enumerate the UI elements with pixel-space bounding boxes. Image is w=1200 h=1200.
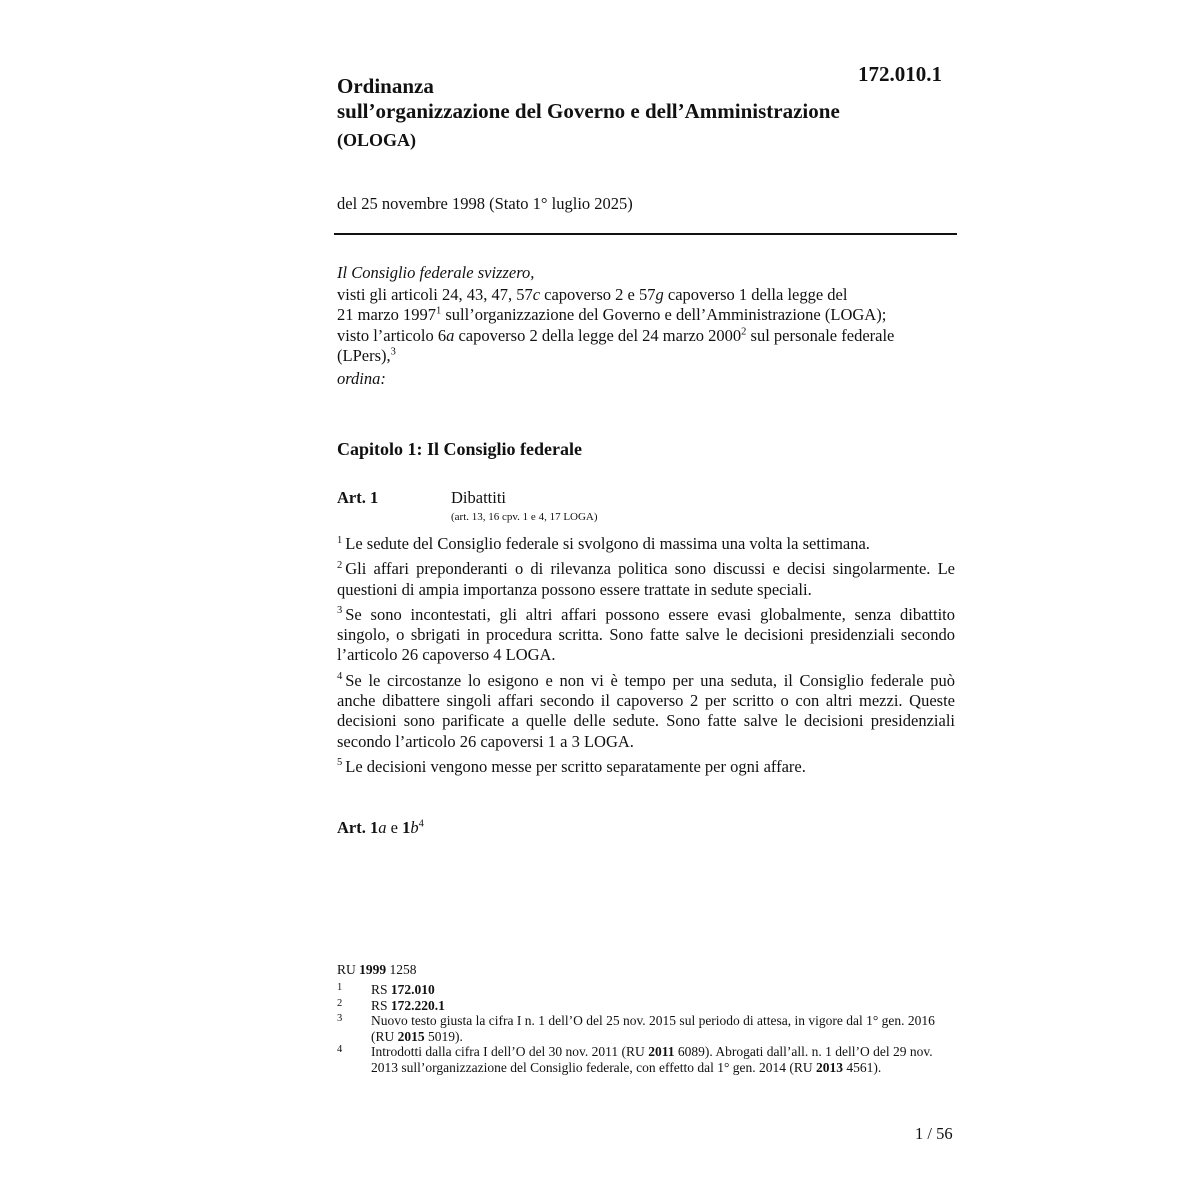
article-1-paragraphs xyxy=(337,534,955,782)
preamble-authority: Il Consiglio federale svizzero, xyxy=(337,263,535,282)
paragraph: $^3$ Se sono incontestati, gli altri affari possono essere evasi globalmente, senza dibattito singolo, o sbrigati in procedura scritta. Sono fatte salve le decisioni presidenziali secondo l’articolo 26 capoverso 4 LOGA. xyxy=(337,604,955,665)
article-1-title: Dibattiti xyxy=(451,488,506,507)
preamble-ordina: ordina: xyxy=(337,368,386,388)
official-compilation-reference: RU 1999 1258 xyxy=(337,962,417,977)
footnote-item: 3 Nuovo testo giusta la cifra I n. 1 dell’O del 25 nov. 2015 sul periodo di attesa, in vigore dal 1° gen. 2016 (RU 2015 5019). xyxy=(337,1013,935,1044)
preamble xyxy=(337,263,957,389)
footnote-ref[interactable]: 4 xyxy=(418,818,424,830)
paragraph: $^4$ Se le circostanze lo esigono e non vi è tempo per una seduta, il Consiglio federale può anche dibattere singoli affari secondo il capoverso 2 per scritto o con altri mezzi. Queste decisioni sono parificate a quelle delle sedute. Sono fatte salve le decisioni presidenziali secondo l’articolo 26 capoversi 1 a 3 LOGA. xyxy=(337,670,955,751)
title-line-2: sull’organizzazione del Governo e dell’Amministrazione xyxy=(337,99,840,123)
sr-number: 172.010.1 xyxy=(858,62,942,86)
page-number: 1 / 56 xyxy=(915,1124,953,1143)
preamble-visto-1: visti gli articoli 24, 43, 47, 57c capoverso 2 e 57g capoverso 1 della legge del 21 marzo 1997$^1$ sull’organizzazione del Governo e dell’Amministrazione (LOGA); xyxy=(337,284,887,324)
footnote-item: 1 RS 172.010 xyxy=(337,982,435,997)
title-line-1: Ordinanza xyxy=(337,74,434,98)
footnotes xyxy=(337,982,947,1075)
date-status-line: del 25 novembre 1998 (Stato 1° luglio 2025) xyxy=(337,194,633,213)
footnote-item: 2 RS 172.220.1 xyxy=(337,997,445,1013)
article-1-reference: (art. 13, 16 cpv. 1 e 4, 17 LOGA) xyxy=(451,511,598,523)
preamble-visto-2: visto l’articolo 6a capoverso 2 della legge del 24 marzo 2000$^2$ sul personale federale (LPers),$^3$ xyxy=(337,325,895,365)
paragraph: $^5$ Le decisioni vengono messe per scritto separatamente per ogni affare. xyxy=(337,756,806,776)
document-title xyxy=(337,74,957,153)
footnote-ref[interactable]: 2 xyxy=(741,326,747,337)
article-1-label: Art. 1 xyxy=(337,488,379,507)
footnote-ref[interactable]: 1 xyxy=(435,305,442,317)
footnote-ref[interactable]: 3 xyxy=(390,346,396,358)
paragraph: $^1$ Le sedute del Consiglio federale si svolgono di massima una volta la settimana. xyxy=(337,534,870,553)
chapter-heading: Capitolo 1: Il Consiglio federale xyxy=(337,439,582,459)
title-abbreviation: (OLOGA) xyxy=(337,130,416,150)
paragraph: $^2$ Gli affari preponderanti o di rilevanza politica sono discussi e decisi singolarmente. Le questioni di ampia importanza possono essere trattate in sedute speciali. xyxy=(337,559,955,599)
article-1a-1b-label: Art. 1a e $1b^4$ xyxy=(337,818,424,837)
footnote-item: 4 Introdotti dalla cifra I dell’O del 30 nov. 2011 (RU 2011 6089). Abrogati dall’all. n. 1 dell’O del 29 nov. 2013 sull’organizzazione del Consiglio federale, con effetto dal 1° gen. 2014 (RU 2013 4561). xyxy=(337,1044,933,1075)
title-divider xyxy=(334,233,957,235)
